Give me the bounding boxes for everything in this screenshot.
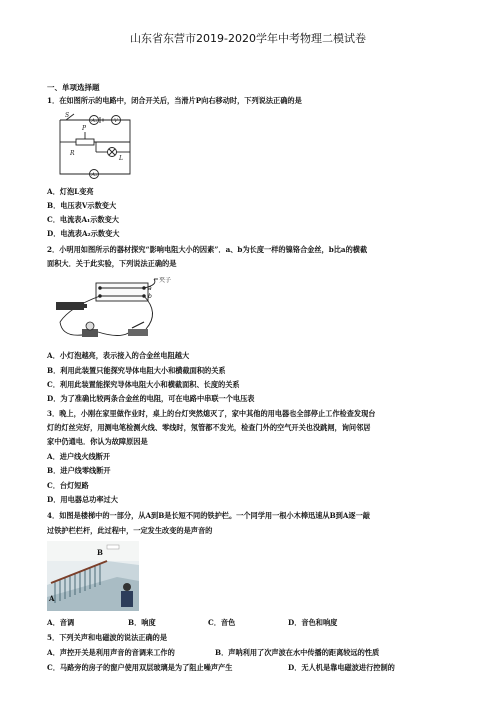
q1-fig-label-l: L <box>119 155 123 162</box>
q1-fig-label-a2: A₂ <box>91 172 98 178</box>
q2-option-a: A．小灯泡越亮，表示接入的合金丝电阻越大 <box>47 351 190 360</box>
q2-option-d: D．为了准确比较两条合金丝的电阻，可在电路中串联一个电压表 <box>47 394 255 403</box>
q1-option-a: A．灯泡L变亮 <box>47 187 94 196</box>
q2-fig-label-clip: 夹子 <box>159 277 172 284</box>
q2-option-c: C．利用此装置能探究导体电阻大小和横截面积、长度的关系 <box>47 380 240 389</box>
q1-circuit-figure <box>56 108 136 180</box>
q1-option-d: D．电流表A₂示数变大 <box>47 229 120 238</box>
q1-option-c: C．电流表A₁示数变大 <box>47 215 119 224</box>
q1-fig-label-v: V <box>114 118 118 124</box>
q2-fig-label-b: b <box>148 293 152 300</box>
q1-fig-label-p: P <box>82 125 87 132</box>
q5-option-b: B．声呐利用了次声波在水中传播的距离较远的性质 <box>215 648 380 657</box>
q3-option-a: A．进户线火线断开 <box>47 452 111 461</box>
q4-stair-railing-photo <box>47 541 139 611</box>
q5-option-a: A．声控开关是利用声音的音调来工作的 <box>47 648 175 657</box>
q4-option-c: C．音色 <box>208 618 236 627</box>
q2-stem-line1: 2．小明用如图所示的器材探究“影响电阻大小的因素”．a、b为长度一样的镍铬合金丝，b比a的横截 <box>47 245 368 254</box>
q2-fig-label-a: a <box>148 285 152 292</box>
q3-option-c: C．台灯短路 <box>47 481 89 490</box>
q2-apparatus-figure <box>50 277 180 345</box>
q1-fig-label-r: R <box>70 150 75 157</box>
q3-stem-line3: 家中仍通电．你认为故障原因是 <box>47 437 148 446</box>
q5-stem: 5．下列关声和电磁波的说法正确的是 <box>47 633 168 642</box>
document-title: 山东省东营市2019-2020学年中考物理二模试卷 <box>130 32 366 45</box>
q3-stem-line2: 灯的灯丝完好，用测电笔检测火线、零线时，氖管都不发光，检查门外的空气开关也没跳闸，询问邻居 <box>47 423 371 432</box>
q4-fig-label-b: B <box>97 548 103 557</box>
q4-option-b: B．响度 <box>128 618 156 627</box>
q5-option-c: C．马路旁的房子的窗户使用双层玻璃是为了阻止噪声产生 <box>47 663 233 672</box>
q2-option-b: B．利用此装置只能探究导体电阻大小和横截面积的关系 <box>47 366 226 375</box>
q1-option-b: B．电压表V示数变大 <box>47 201 117 210</box>
q2-stem-line2: 面积大．关于此实验，下列说法正确的是 <box>47 259 177 268</box>
q4-stem-line2: 过铁护栏栏杆，此过程中，一定发生改变的是声音的 <box>47 526 213 535</box>
q3-option-d: D．用电器总功率过大 <box>47 495 118 504</box>
q4-option-d: D．音色和响度 <box>288 618 338 627</box>
q5-option-d: D．无人机是靠电磁波进行控制的 <box>288 663 395 672</box>
q3-option-b: B．进户线零线断开 <box>47 466 111 475</box>
section-heading: 一、单项选择题 <box>47 83 100 92</box>
q3-stem-line1: 3．晚上，小刚在家里做作业时，桌上的台灯突然熄灭了，家中其他的用电器也全部停止工作检查发现台 <box>47 409 376 418</box>
q4-stem-line1: 4．如图是楼梯中的一部分，从A到B是长短不同的铁护栏。一个同学用一根小木棒迅速从B到A逐一敲 <box>47 511 370 520</box>
q1-fig-label-s: S <box>65 112 70 119</box>
q4-option-a: A．音调 <box>47 618 75 627</box>
q1-stem: 1．在如图所示的电路中，闭合开关后，当滑片P向右移动时，下列说法正确的是 <box>47 96 302 105</box>
q4-fig-label-a: A <box>49 594 55 603</box>
q1-fig-label-a1: A₁ <box>91 118 98 124</box>
